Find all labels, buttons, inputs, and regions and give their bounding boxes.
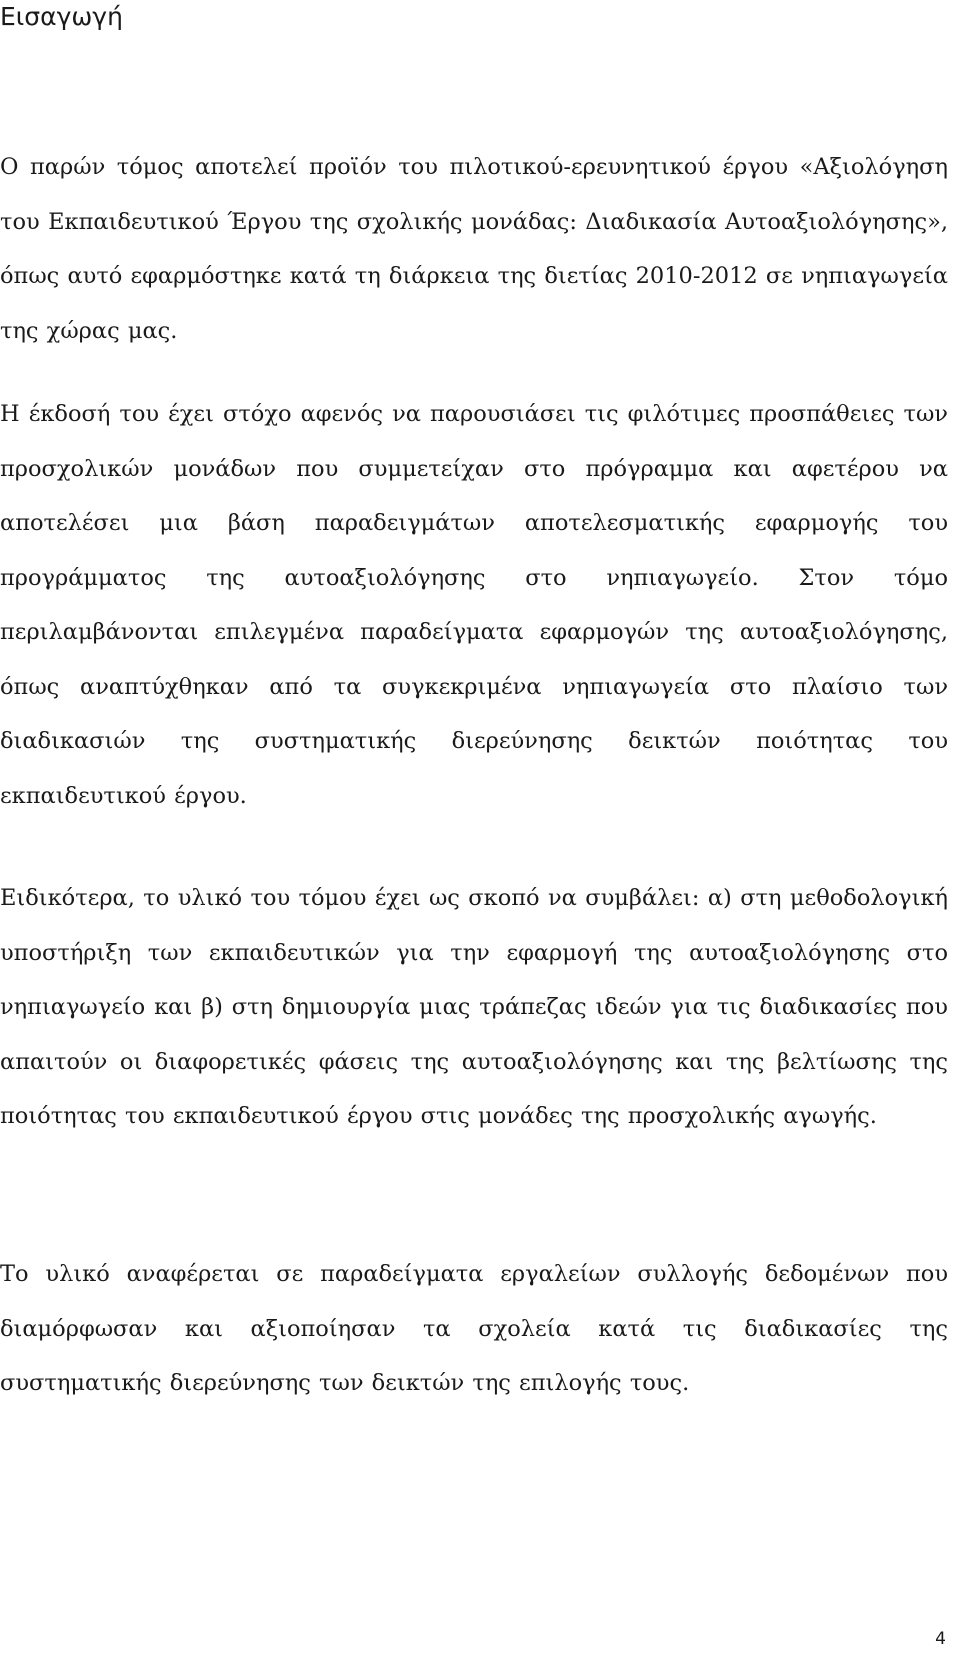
page-title: Εισαγωγή (0, 2, 123, 31)
paragraph-data-tools: Το υλικό αναφέρεται σε παραδείγματα εργαλείων συλλογής δεδομένων που διαμόρφωσαν και αξιοποίησαν τα σχολεία κατά τις διαδικασίες της συστηματικής διερεύνησης των δεικτών της επιλογής τους. (0, 1261, 948, 1396)
page-number: 4 (935, 1629, 946, 1649)
paragraph-intro: Ο παρών τόμος αποτελεί προϊόν του πιλοτικού-ερευνητικού έργου «Αξιολόγηση του Εκπαιδευτικού Έργου της σχολικής μονάδας: Διαδικασία Αυτοαξιολόγησης», όπως αυτό εφαρμόστηκε κατά τη διάρκεια της διετίας 2010-2012 σε νηπιαγωγεία της χώρας μας. (0, 154, 948, 344)
paragraph-publication-goal: Η έκδοσή του έχει στόχο αφενός να παρουσιάσει τις φιλότιμες προσπάθειες των προσχολικών μονάδων που συμμετείχαν στο πρόγραμμα και αφετέρου να αποτελέσει μια βάση παραδειγμάτων αποτελεσματικής εφαρμογής του προγράμματος της αυτοαξιολόγησης στο νηπιαγωγείο. Στον τόμο περιλαμβάνονται επιλεγμένα παραδείγματα εφαρμογών της αυτοαξιολόγησης, όπως αναπτύχθηκαν από τα συγκεκριμένα νηπιαγωγεία στο πλαίσιο των διαδικασιών της συστηματικής διερεύνησης δεικτών ποιότητας του εκπαιδευτικού έργου. (0, 401, 948, 809)
paragraph-material-purpose: Ειδικότερα, το υλικό του τόμου έχει ως σκοπό να συμβάλει: α) στη μεθοδολογική υποστήριξη των εκπαιδευτικών για την εφαρμογή της αυτοαξιολόγησης στο νηπιαγωγείο και β) στη δημιουργία μιας τράπεζας ιδεών για τις διαδικασίες που απαιτούν οι διαφορετικές φάσεις της αυτοαξιολόγησης και της βελτίωσης της ποιότητας του εκπαιδευτικού έργου στις μονάδες της προσχολικής αγωγής. (0, 885, 948, 1129)
